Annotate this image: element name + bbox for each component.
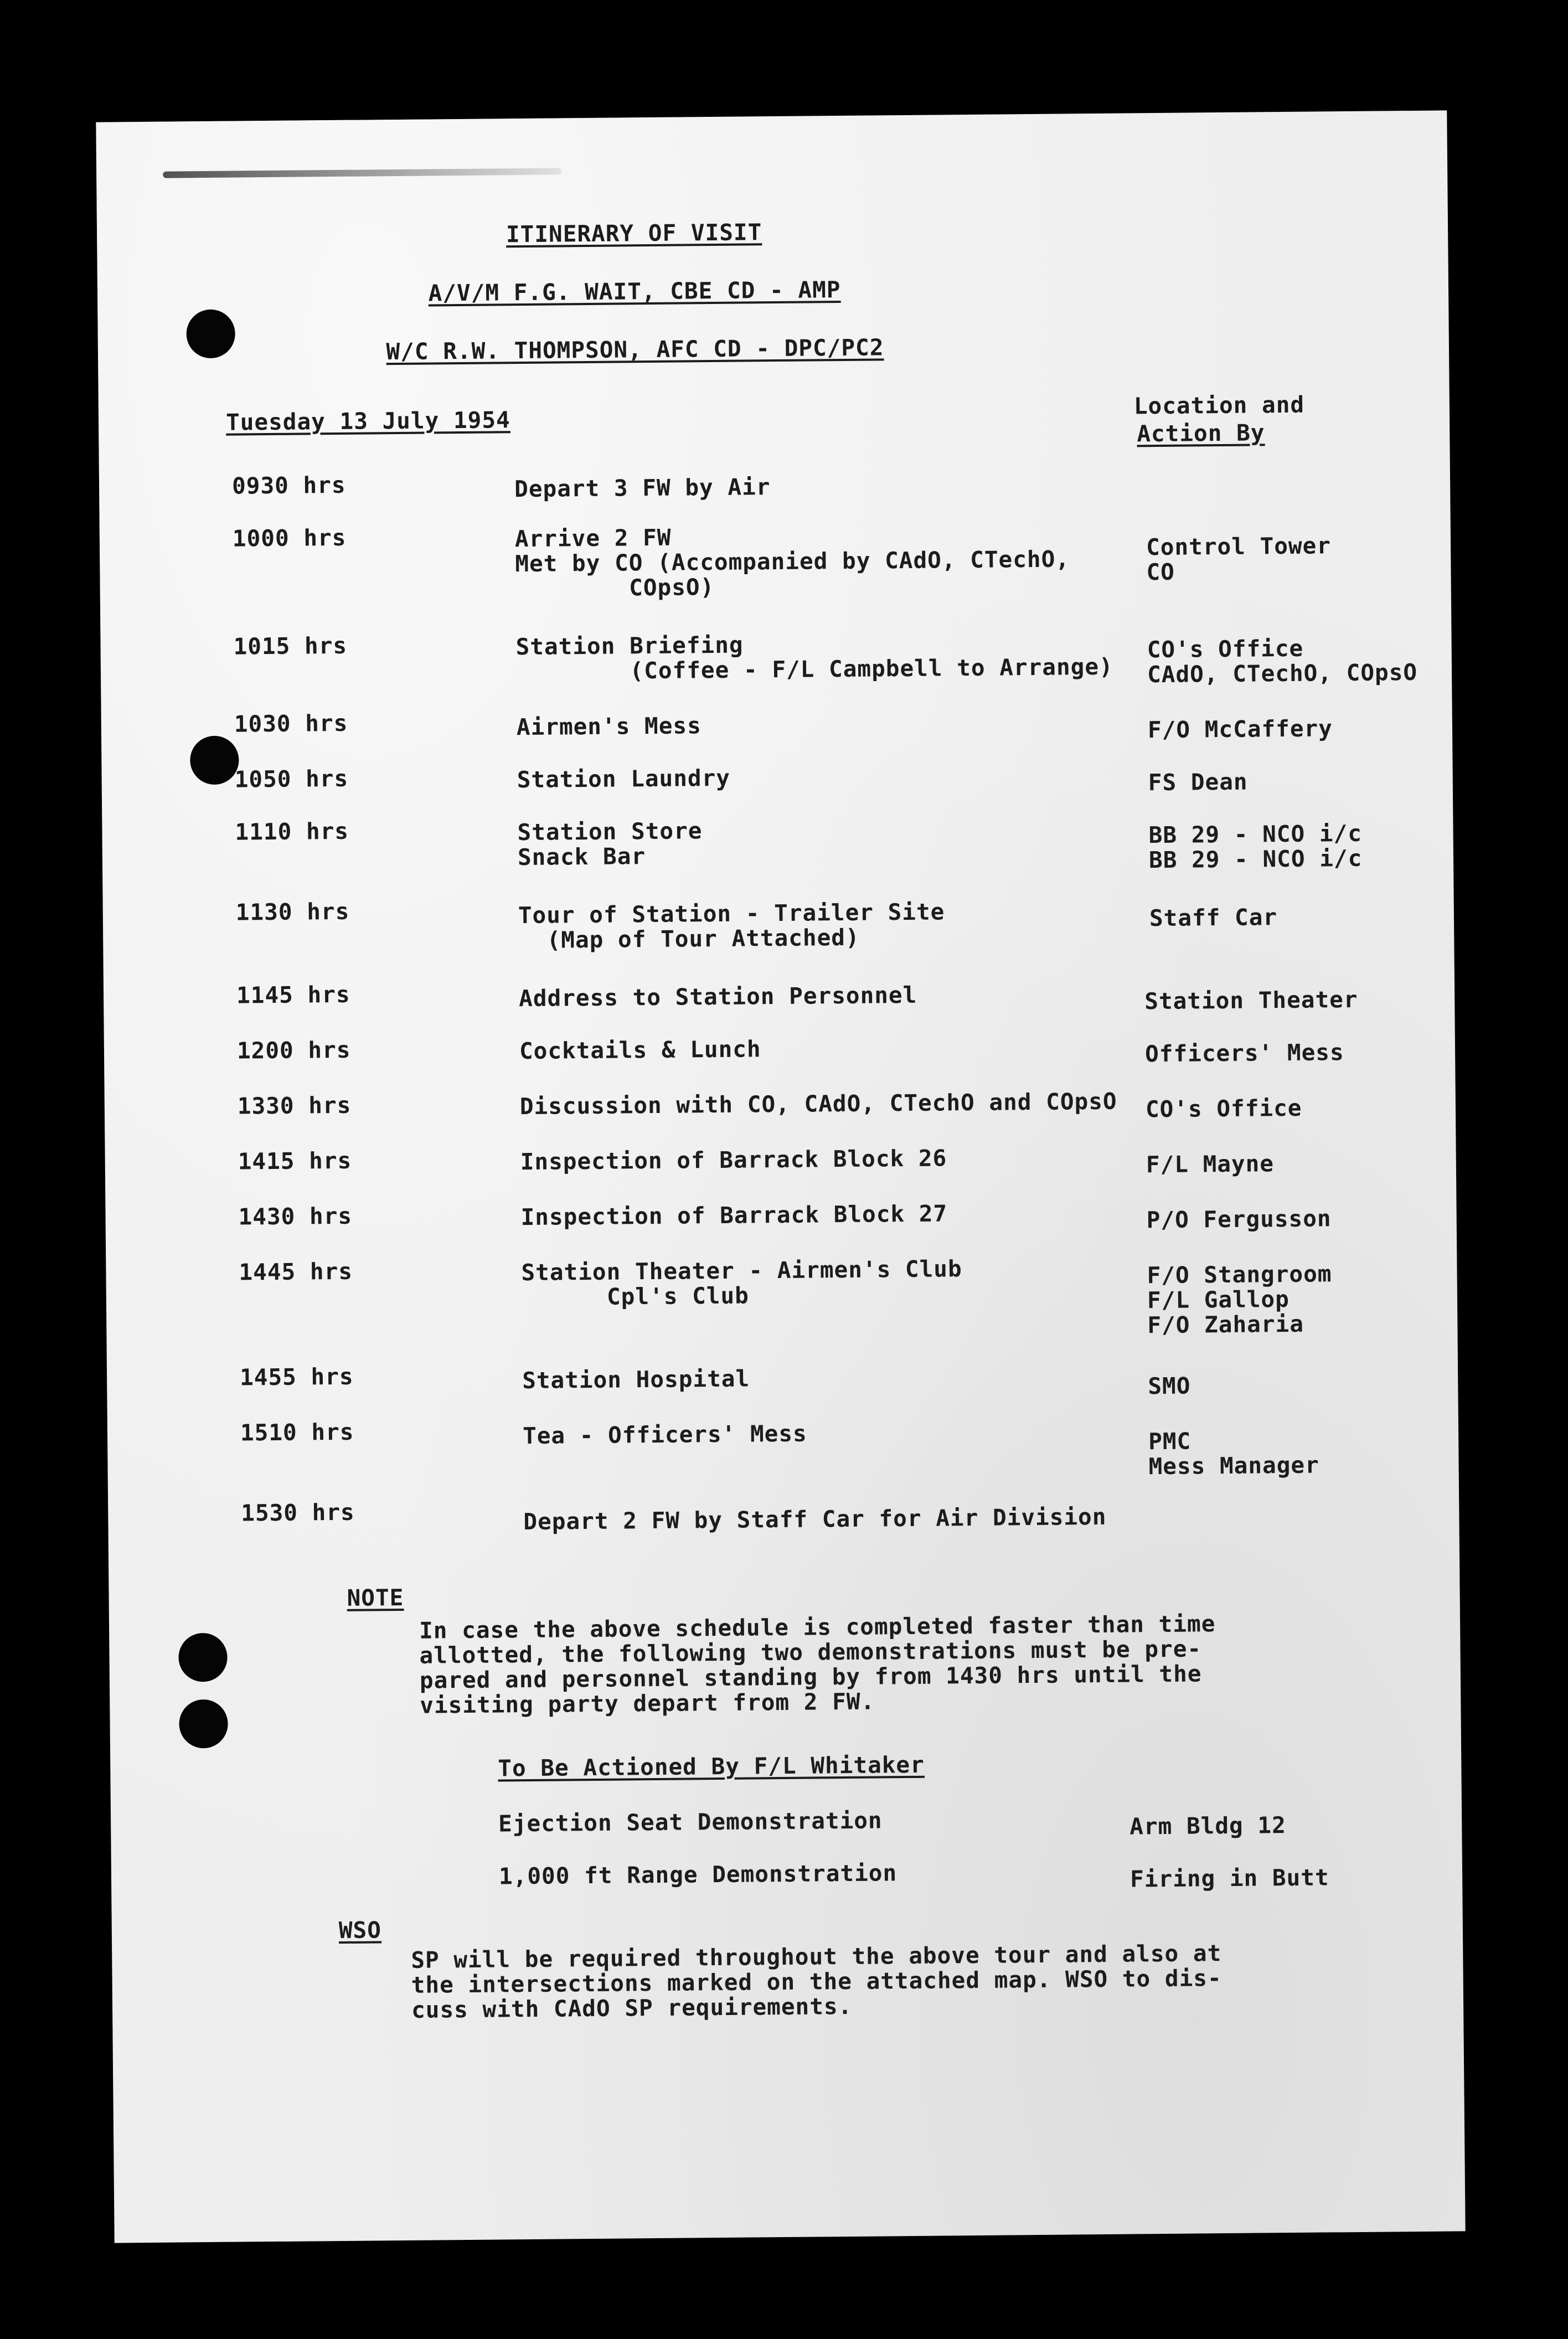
row-event: Station Store bbox=[517, 817, 703, 846]
row-location: CO's Office bbox=[1147, 635, 1304, 663]
punch-hole bbox=[190, 736, 239, 785]
row-event: Station Briefing bbox=[515, 631, 744, 661]
row-event: Address to Station Personnel bbox=[518, 981, 917, 1012]
row-location: Mess Manager bbox=[1148, 1451, 1320, 1480]
row-event: Tour of Station - Trailer Site bbox=[518, 898, 945, 929]
visitor-line-2: W/C R.W. THOMPSON, AFC CD - DPC/PC2 bbox=[386, 334, 884, 365]
row-event: COpsO) bbox=[515, 574, 715, 602]
row-event: Inspection of Barrack Block 26 bbox=[520, 1145, 947, 1176]
row-time: 1015 hrs bbox=[233, 632, 348, 660]
row-event: Inspection of Barrack Block 27 bbox=[520, 1200, 948, 1231]
note-line: visiting party depart from 2 FW. bbox=[420, 1688, 875, 1719]
note-line: In case the above schedule is completed faster than time bbox=[419, 1610, 1216, 1644]
row-location: Staff Car bbox=[1149, 904, 1278, 932]
row-time: 1445 hrs bbox=[239, 1258, 353, 1286]
row-event: Met by CO (Accompanied by CAdO, CTechO, bbox=[515, 545, 1070, 578]
row-time: 1330 hrs bbox=[237, 1091, 352, 1120]
row-time: 1530 hrs bbox=[241, 1498, 355, 1527]
document-sheet bbox=[96, 110, 1465, 2243]
wso-line: cuss with CAdO SP requirements. bbox=[411, 1992, 853, 2023]
row-event: Depart 2 FW by Staff Car for Air Division bbox=[523, 1503, 1107, 1536]
row-time: 1510 hrs bbox=[240, 1418, 354, 1446]
note-line: allotted, the following two demonstrations must be pre- bbox=[419, 1635, 1202, 1669]
row-event: Station Laundry bbox=[517, 764, 731, 794]
row-time: 1130 hrs bbox=[235, 898, 350, 926]
row-event: Snack Bar bbox=[517, 843, 646, 871]
row-location: CAdO, CTechO, COpsO bbox=[1147, 658, 1418, 688]
wso-label: WSO bbox=[338, 1916, 382, 1944]
row-time: 1415 hrs bbox=[238, 1147, 352, 1175]
row-event: (Coffee - F/L Campbell to Arrange) bbox=[515, 653, 1113, 686]
row-location: CO bbox=[1146, 558, 1175, 586]
row-event: Airmen's Mess bbox=[516, 712, 702, 741]
demo-location: Arm Bldg 12 bbox=[1129, 1812, 1286, 1840]
row-location: Officers' Mess bbox=[1144, 1039, 1344, 1068]
row-time: 1000 hrs bbox=[232, 524, 347, 552]
demo-location: Firing in Butt bbox=[1129, 1864, 1329, 1893]
demo-name: 1,000 ft Range Demonstration bbox=[498, 1859, 898, 1890]
row-location: FS Dean bbox=[1148, 768, 1248, 796]
row-location: F/L Mayne bbox=[1146, 1150, 1275, 1178]
punch-hole bbox=[178, 1633, 228, 1682]
row-location: F/O McCaffery bbox=[1147, 715, 1333, 744]
wso-line: SP will be required throughout the above tour and also at bbox=[411, 1940, 1222, 1974]
row-location: SMO bbox=[1148, 1372, 1191, 1400]
row-event: (Map of Tour Attached) bbox=[518, 924, 860, 954]
row-time: 1455 hrs bbox=[239, 1363, 354, 1391]
demo-name: Ejection Seat Demonstration bbox=[498, 1807, 883, 1837]
row-time: 1030 hrs bbox=[234, 709, 348, 738]
row-location: F/O Zaharia bbox=[1147, 1310, 1304, 1339]
row-location: CO's Office bbox=[1145, 1094, 1302, 1123]
row-event: Discussion with CO, CAdO, CTechO and COpsO bbox=[519, 1088, 1117, 1120]
row-time: 1050 hrs bbox=[234, 765, 349, 793]
row-location: BB 29 - NCO i/c bbox=[1148, 844, 1363, 874]
punch-hole bbox=[179, 1699, 228, 1749]
row-event: Tea - Officers' Mess bbox=[522, 1420, 807, 1450]
row-event: Depart 3 FW by Air bbox=[514, 473, 771, 503]
actioned-by-heading: To Be Actioned By F/L Whitaker bbox=[498, 1751, 925, 1782]
location-heading-line-1: Location and bbox=[1133, 391, 1305, 420]
wso-line: the intersections marked on the attached map. WSO to dis- bbox=[411, 1965, 1222, 1998]
row-time: 1145 hrs bbox=[236, 981, 350, 1009]
row-location: F/O Stangroom bbox=[1147, 1260, 1332, 1289]
row-time: 1430 hrs bbox=[238, 1202, 353, 1230]
visitor-line-1: A/V/M F.G. WAIT, CBE CD - AMP bbox=[428, 276, 841, 307]
row-location: PMC bbox=[1148, 1428, 1192, 1455]
note-line: pared and personnel standing by from 1430 hrs until the bbox=[419, 1660, 1202, 1694]
row-event: Arrive 2 FW bbox=[514, 524, 672, 553]
row-time: 1200 hrs bbox=[236, 1036, 351, 1064]
row-location: P/O Fergusson bbox=[1146, 1205, 1332, 1234]
row-location: Control Tower bbox=[1146, 532, 1332, 561]
row-event: Station Hospital bbox=[522, 1365, 750, 1394]
note-label: NOTE bbox=[347, 1584, 404, 1611]
row-location: BB 29 - NCO i/c bbox=[1148, 820, 1363, 849]
row-time: 1110 hrs bbox=[235, 817, 349, 846]
date-heading: Tuesday 13 July 1954 bbox=[225, 406, 510, 436]
row-time: 0930 hrs bbox=[231, 471, 346, 499]
row-event: Cocktails & Lunch bbox=[519, 1035, 761, 1065]
document-title: ITINERARY OF VISIT bbox=[506, 219, 762, 248]
row-location: F/L Gallop bbox=[1147, 1285, 1290, 1314]
row-event: Cpl's Club bbox=[521, 1282, 750, 1311]
location-heading-line-2: Action By bbox=[1137, 419, 1265, 447]
row-location: Station Theater bbox=[1144, 986, 1358, 1015]
row-event: Station Theater - Airmen's Club bbox=[521, 1255, 962, 1286]
ink-smudge bbox=[163, 168, 561, 178]
